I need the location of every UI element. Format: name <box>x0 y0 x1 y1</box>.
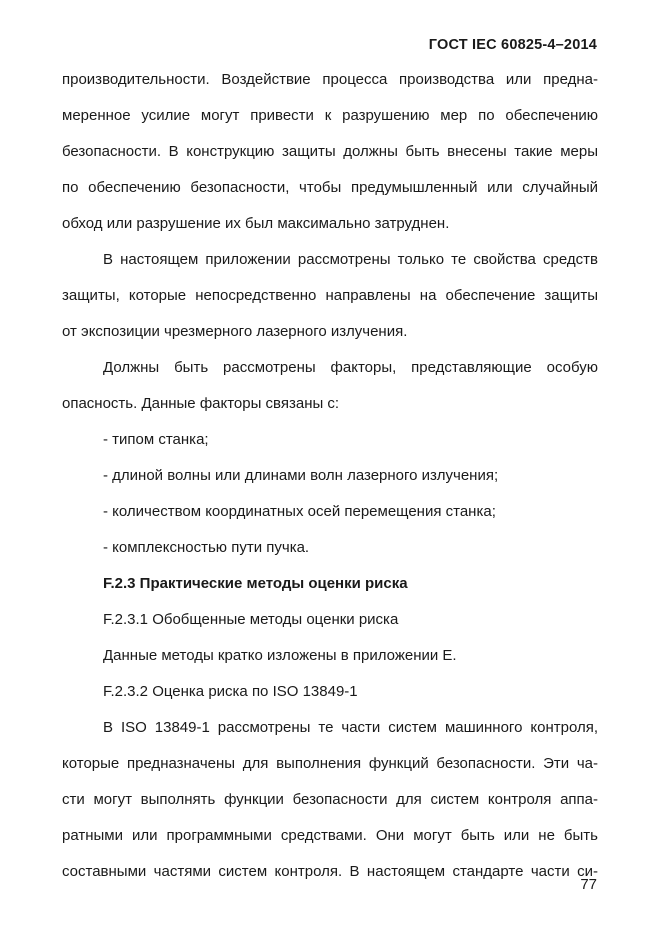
text-line: которые предназначены для выполнения функций безопасности. Эти ча- <box>62 755 598 772</box>
paragraph-factors <box>62 350 598 422</box>
list-item: - типом станка; <box>103 431 209 448</box>
list-item: - комплексностью пути пучка. <box>103 539 310 556</box>
list-item: - длиной волны или длинами волн лазерного излучения; <box>103 467 499 484</box>
subsection-heading: F.2.3.1 Обобщенные методы оценки риска <box>103 611 399 628</box>
paragraph-iso-13849 <box>62 710 598 890</box>
subsection-text: Данные методы кратко изложены в приложении Е. <box>103 647 457 664</box>
document-header: ГОСТ IEC 60825-4–2014 <box>428 37 597 53</box>
text-line: защиты, которые непосредственно направлены на обеспечение защиты <box>62 287 598 304</box>
text-line: составными частями систем контроля. В настоящем стандарте части си- <box>62 863 598 880</box>
text-line: Должны быть рассмотрены факторы, представляющие особую <box>103 359 598 376</box>
page-body <box>62 62 598 890</box>
paragraph-scope <box>62 242 598 350</box>
text-line: ратными или программными средствами. Они могут быть или не быть <box>62 827 598 844</box>
list-item: - количеством координатных осей перемещения станка; <box>103 503 496 520</box>
paragraph-production-impact <box>62 62 598 242</box>
text-line: производительности. Воздействие процесса производства или предна- <box>62 71 598 88</box>
section-heading: F.2.3 Практические методы оценки риска <box>103 575 408 592</box>
text-line: меренное усилие могут привести к разрушению мер по обеспечению <box>62 107 598 124</box>
text-line: опасность. Данные факторы связаны с: <box>62 395 340 412</box>
text-line: В ISO 13849-1 рассмотрены те части систем машинного контроля, <box>103 719 598 736</box>
subsection-heading: F.2.3.2 Оценка риска по ISO 13849-1 <box>103 683 358 700</box>
text-line: обход или разрушение их был максимально затруднен. <box>62 215 450 232</box>
text-line: сти могут выполнять функции безопасности для систем контроля аппа- <box>62 791 598 808</box>
text-line: В настоящем приложении рассмотрены только те свойства средств <box>103 251 598 268</box>
text-line: безопасности. В конструкцию защиты должны быть внесены такие меры <box>62 143 598 160</box>
text-line: по обеспечению безопасности, чтобы предумышленный или случайный <box>62 179 598 196</box>
text-line: от экспозиции чрезмерного лазерного излучения. <box>62 323 408 340</box>
page-number: 77 <box>580 876 597 893</box>
